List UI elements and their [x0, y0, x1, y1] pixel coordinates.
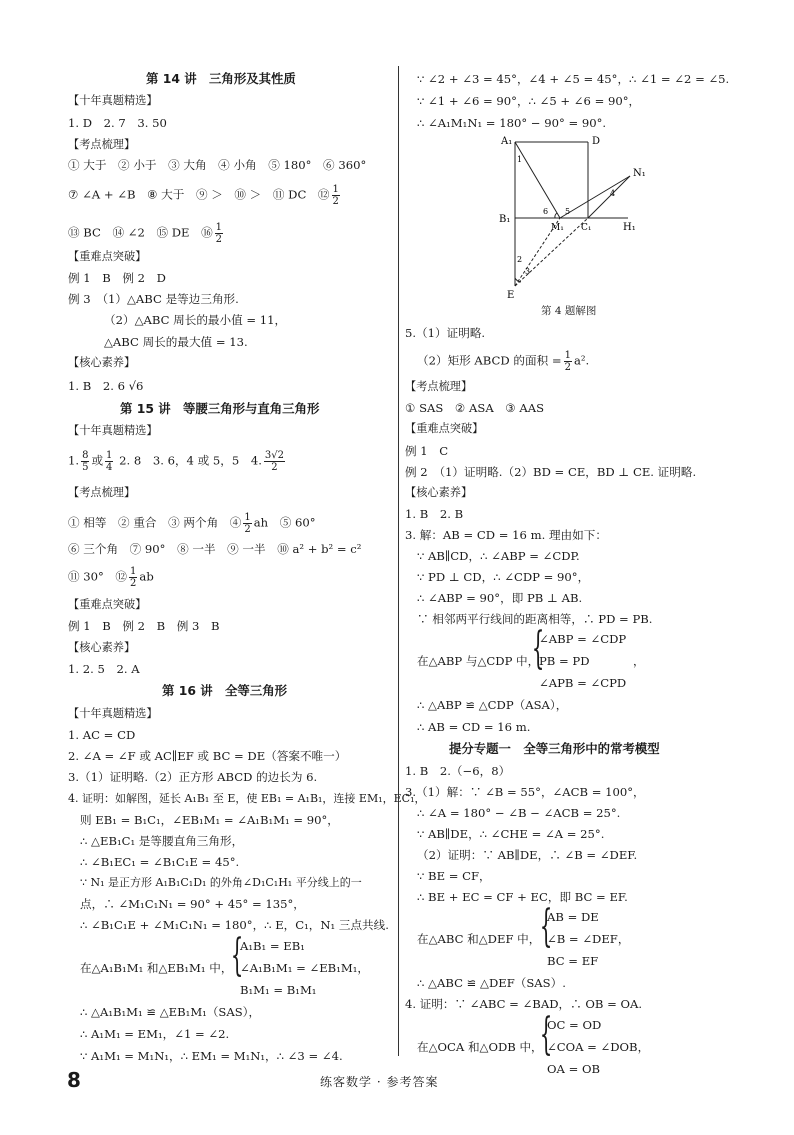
section-heading: 【重难点突破】 [405, 422, 484, 435]
answer-line: ⑪ 30° ⑫ $\frac{1}{2}$ ab [68, 566, 154, 589]
answer-line: ∵ ∠1 + ∠6 = 90°，∴ ∠5 + ∠6 = 90°， [417, 94, 641, 108]
column-divider [398, 66, 399, 1056]
label-A1: A₁ [501, 136, 513, 147]
answer-line: △ABC 周长的最大值 = 13. [104, 335, 248, 349]
page-footer: 练客数学 · 参考答案 [320, 1075, 439, 1089]
brace-line: B₁M₁ = B₁M₁ [240, 983, 317, 997]
page-number: 8 [67, 1068, 81, 1092]
section-heading: 【考点梳理】 [405, 380, 473, 393]
answer-line: ∴ ∠B₁EC₁ = ∠B₁C₁E = 45°. [80, 855, 240, 869]
answer-line: ① 大于 ② 小于 ③ 大角 ④ 小角 ⑤ 180° ⑥ 360° [68, 158, 367, 172]
answer-line: ⑥ 三个角 ⑦ 90° ⑧ 一半 ⑨ 一半 ⑩ a² + b² = c² [68, 542, 362, 556]
brace-line: ∠B = ∠DEF， [547, 932, 630, 946]
special-topic-title: 提分专题一 全等三角形中的常考模型 [449, 741, 660, 756]
brace-line: BC = EF [547, 954, 599, 968]
brace-line: A₁B₁ = EB₁ [240, 939, 305, 953]
brace-line: ∠APB = ∠CPD [539, 676, 627, 690]
answer-line: ① 相等 ② 重合 ③ 两个角 ④ $\frac{1}{2}$ ah ⑤ 60° [68, 512, 316, 535]
fraction: $\frac{1}{2}$ [215, 222, 223, 245]
brace-intro: 在△A₁B₁M₁ 和△EB₁M₁ 中， [80, 961, 233, 975]
answer-line: ∴ △ABC ≌ △DEF（SAS）. [417, 976, 566, 990]
answer-line: 3.（1）证明略.（2）正方形 ABCD 的边长为 6. [68, 770, 318, 784]
label-E: E [507, 290, 515, 301]
brace-intro: 在△ABC 和△DEF 中， [417, 932, 541, 946]
answer-line: （2）证明：∵ AB∥DE，∴ ∠B = ∠DEF. [417, 848, 638, 862]
answer-line: ① SAS ② ASA ③ AAS [405, 401, 545, 415]
section-heading: 【十年真题精选】 [68, 707, 158, 720]
answer-line: 1. 2. 5 2. A [68, 662, 140, 676]
brace-intro: 在△ABP 与△CDP 中， [417, 654, 540, 668]
answer-line: 例 3 （1）△ABC 是等边三角形. [68, 292, 239, 306]
answer-line: ∵ PD ⊥ CD，∴ ∠CDP = 90°， [417, 570, 590, 584]
answer-line: （2）△ABC 周长的最小值 = 11， [104, 313, 287, 327]
answer-line: ∵ N₁ 是正方形 A₁B₁C₁D₁ 的外角∠D₁C₁H₁ 平分线上的一 [80, 876, 362, 889]
answer-line: ∴ ∠A = 180° − ∠B − ∠ACB = 25°. [417, 806, 621, 820]
answer-line: ∵ AB∥CD，∴ ∠ABP = ∠CDP. [417, 549, 580, 563]
angle-5: 5 [565, 207, 571, 216]
section-heading: 【考点梳理】 [68, 138, 136, 151]
label-B1: B₁ [499, 214, 511, 225]
angle-3: 3 [525, 267, 531, 276]
curly-brace: { [531, 623, 545, 674]
answer-line: 点，∴ ∠M₁C₁N₁ = 90° + 45° = 135°， [80, 897, 305, 911]
section-heading: 【考点梳理】 [68, 486, 136, 499]
brace-line: OC = OD [547, 1018, 602, 1032]
answer-line: 1. D 2. 7 3. 50 [68, 116, 167, 130]
label-C1: C₁ [581, 223, 592, 233]
answer-line: ∵ ∠2 + ∠3 = 45°，∠4 + ∠5 = 45°，∴ ∠1 = ∠2 = ∠5. [417, 72, 730, 86]
angle-1: 1 [517, 155, 523, 164]
answer-line: （2）矩形 ABCD 的面积 = $\frac{1}{2}$ a². [417, 350, 590, 373]
answer-line: 1. AC = CD [68, 728, 136, 742]
answer-line: ∴ △ABP ≌ △CDP（ASA）， [417, 698, 568, 712]
figure-caption: 第 4 题解图 [541, 305, 597, 317]
brace-line: ∠A₁B₁M₁ = ∠EB₁M₁， [240, 961, 369, 975]
brace-intro: 在△OCA 和△ODB 中， [417, 1040, 543, 1054]
section-heading: 【十年真题精选】 [68, 94, 158, 107]
answer-line: 例 1 C [405, 444, 449, 458]
fraction: $\frac{1}{2}$ [332, 184, 339, 207]
answer-line: 则 EB₁ = B₁C₁，∠EB₁M₁ = ∠A₁B₁M₁ = 90°， [80, 813, 339, 827]
section-heading: 【重难点突破】 [68, 598, 147, 611]
curly-brace: { [230, 930, 244, 981]
answer-line: 1. B 2.（−6，8） [405, 764, 511, 778]
section-heading: 【十年真题精选】 [68, 424, 158, 437]
curly-brace: { [539, 901, 553, 952]
answer-line: ∵ 相邻两平行线间的距离相等，∴ PD = PB. [417, 612, 653, 626]
answer-line: ∴ A₁M₁ = EM₁，∠1 = ∠2. [80, 1027, 230, 1041]
geometry-figure [493, 128, 653, 304]
lecture-16-title: 第 16 讲 全等三角形 [162, 683, 287, 698]
answer-line: 例 1 B 例 2 D [68, 271, 166, 285]
answer-line: ∵ AB∥DE，∴ ∠CHE = ∠A = 25°. [417, 827, 605, 841]
answer-line: ∴ ∠B₁C₁E + ∠M₁C₁N₁ = 180°，∴ E，C₁，N₁ 三点共线. [80, 918, 389, 932]
brace-line: PB = PD [539, 654, 590, 668]
lecture-15-title: 第 15 讲 等腰三角形与直角三角形 [120, 401, 320, 416]
brace-line: ∠ABP = ∠CDP [539, 632, 627, 646]
section-heading: 【重难点突破】 [68, 250, 147, 263]
answer-line: ∵ BE = CF， [417, 869, 491, 883]
answer-line: ∴ AB = CD = 16 m. [417, 720, 531, 734]
answer-line: ∴ ∠A₁M₁N₁ = 180° − 90° = 90°. [417, 116, 607, 130]
answer-line: ∵ A₁M₁ = M₁N₁，∴ EM₁ = M₁N₁，∴ ∠3 = ∠4. [80, 1049, 343, 1063]
brace-line: AB = DE [547, 910, 599, 924]
answer-line: 4. 证明：如解图，延长 A₁B₁ 至 E，使 EB₁ = A₁B₁，连接 EM₁，EC₁， [68, 792, 426, 805]
answer-line: 1. B 2. 6 √6 [68, 379, 144, 393]
brace-line: ∠COA = ∠DOB， [547, 1040, 650, 1054]
label-N1: N₁ [633, 168, 646, 179]
section-heading: 【核心素养】 [68, 356, 136, 369]
answer-line: ⑬ BC ⑭ ∠2 ⑮ DE ⑯ $\frac{1}{2}$ [68, 222, 223, 245]
brace-line: OA = OB [547, 1062, 600, 1076]
label-D: D [592, 136, 601, 147]
answer-line: ∴ ∠ABP = 90°，即 PB ⊥ AB. [417, 591, 583, 605]
section-heading: 【核心素养】 [405, 486, 473, 499]
answer-line: 4. 证明：∵ ∠ABC = ∠BAD，∴ OB = OA. [405, 997, 643, 1011]
answer-line: 5.（1）证明略. [405, 326, 486, 340]
answer-line: 1. $\frac{8}{5}$ 或 $\frac{1}{4}$ 2. 8 3. 6，4 或 5，5 4. $\frac{3√2}{2}$ [68, 450, 284, 473]
answer-line: ∴ △A₁B₁M₁ ≌ △EB₁M₁（SAS）， [80, 1005, 261, 1019]
answer-line: 3. 解：AB = CD = 16 m. 理由如下： [405, 528, 607, 542]
answer-line: ∴ BE + EC = CF + EC，即 BC = EF. [417, 890, 628, 904]
answer-line: ⑦ ∠A + ∠B ⑧ 大于 ⑨ ＞ ⑩ ＞ ⑪ DC ⑫ $\frac{1}{2}$ [68, 184, 339, 207]
angle-6: 6 [543, 207, 549, 216]
angle-4: 4 [610, 189, 616, 198]
lecture-14-title: 第 14 讲 三角形及其性质 [146, 71, 296, 86]
answer-line: 例 1 B 例 2 B 例 3 B [68, 619, 220, 633]
label-M1: M₁ [551, 223, 564, 233]
angle-2: 2 [517, 255, 523, 264]
answer-line: 1. B 2. B [405, 507, 464, 521]
answer-line: 2. ∠A = ∠F 或 AC∥EF 或 BC = DE（答案不唯一） [68, 749, 347, 763]
answer-line: 3.（1）解：∵ ∠B = 55°，∠ACB = 100°， [405, 785, 645, 799]
label-H1: H₁ [623, 222, 636, 233]
section-heading: 【核心素养】 [68, 641, 136, 654]
answer-line: ∴ △EB₁C₁ 是等腰直角三角形， [80, 834, 244, 848]
answer-line: 例 2 （1）证明略.（2）BD = CE，BD ⊥ CE. 证明略. [405, 465, 697, 479]
curly-brace: { [539, 1009, 553, 1060]
